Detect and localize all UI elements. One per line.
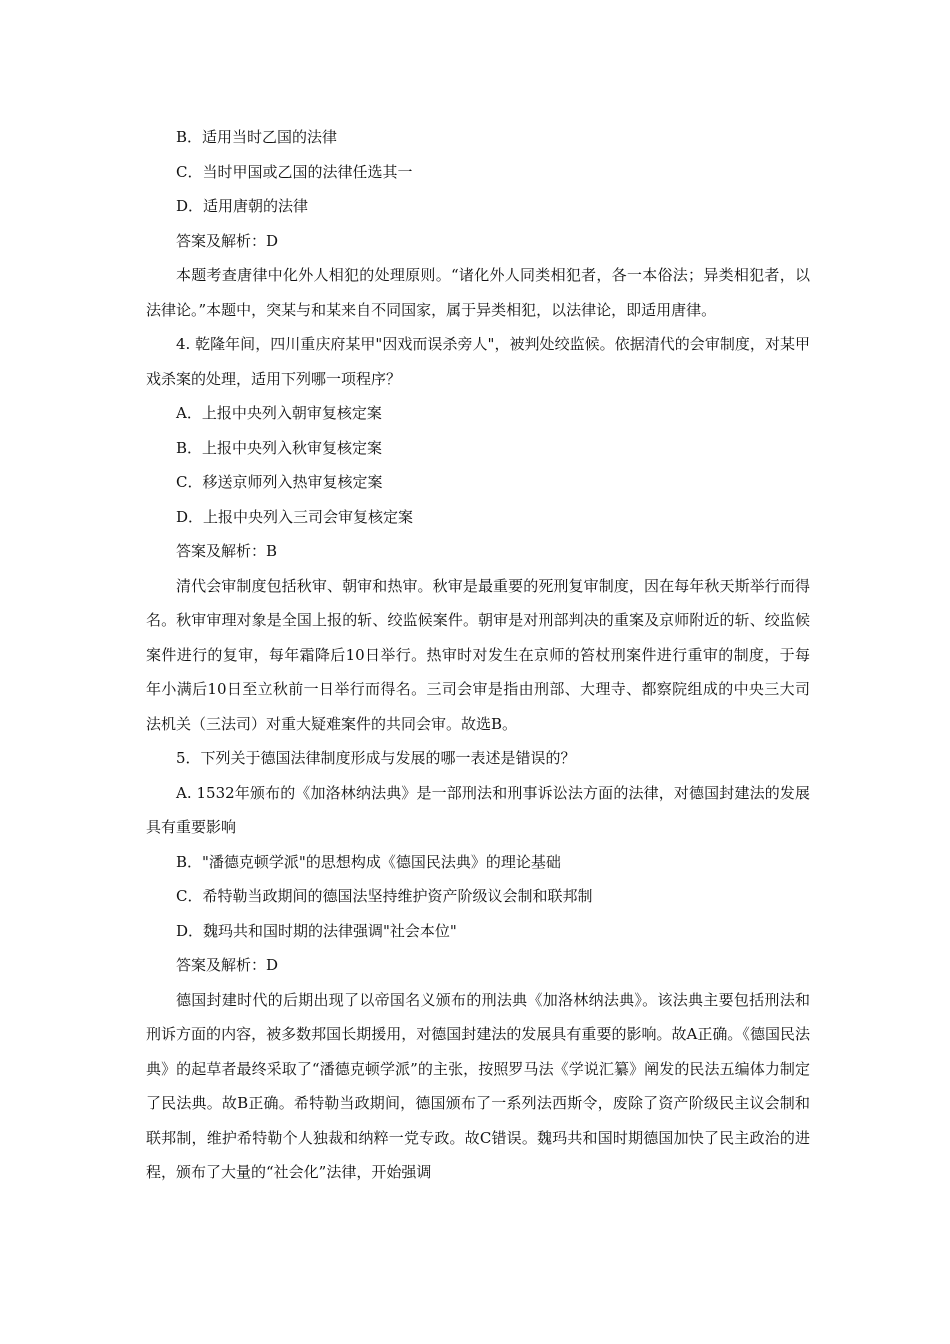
q3-answer: 答案及解析：D: [176, 231, 279, 250]
q5-question: 5．下列关于德国法律制度形成与发展的哪一表述是错误的？: [176, 749, 576, 767]
q5-option-a: A. 1532年颁布的《加洛林纳法典》是一部刑法和刑事诉讼法方面的法律，对德国封建法的发展具有重要影响: [146, 783, 810, 836]
q4-option-b: B．上报中央列入秋审复核定案: [176, 438, 383, 457]
q5-option-b: B．"潘德克顿学派"的思想构成《德国民法典》的理论基础: [176, 852, 561, 871]
q4-option-a: A．上报中央列入朝审复核定案: [176, 404, 382, 422]
q3-option-b: B．适用当时乙国的法律: [176, 128, 338, 146]
q5-option-c: C．希特勒当政期间的德国法坚持维护资产阶级议会制和联邦制: [176, 887, 593, 905]
document-body: [146, 120, 810, 1190]
q3-option-d: D．适用唐朝的法律: [176, 197, 309, 215]
q4-question: 4. 乾隆年间，四川重庆府某甲"因戏而误杀旁人"，被判处绞监候。依据清代的会审制度，对某甲戏杀案的处理，适用下列哪一项程序？: [146, 335, 810, 388]
q4-answer: 答案及解析：B: [176, 542, 278, 560]
q3-option-c: C．当时甲国或乙国的法律任选其一: [176, 162, 413, 181]
q5-explanation: 德国封建时代的后期出现了以帝国名义颁布的刑法典《加洛林纳法典》。该法典主要包括刑法和刑诉方面的内容，被多数邦国长期援用，对德国封建法的发展具有重要的影响。故A正确。《德国民法典》的起草者最终采取了“潘德克顿学派”的主张，按照罗马法《学说汇纂》阐发的民法五编体力制定了民法典。故B正确。希特勒当政期间，德国颁布了一系列法西斯令，废除了资产阶级民主议会制和联邦制，维护希特勒个人独裁和纳粹一党专政。故C错误。魏玛共和国时期德国加快了民主政治的进程，颁布了大量的“社会化”法律，开始强调: [146, 990, 810, 1181]
q4-option-d: D．上报中央列入三司会审复核定案: [176, 507, 414, 526]
q5-option-d: D．魏玛共和国时期的法律强调"社会本位": [176, 921, 457, 940]
q4-explanation: 清代会审制度包括秋审、朝审和热审。秋审是最重要的死刑复审制度，因在每年秋天斯举行而得名。秋审审理对象是全国上报的斩、绞监候案件。朝审是对刑部判决的重案及京师附近的斩、绞监候案件进行的复审，每年霜降后10日举行。热审时对发生在京师的笞杖刑案件进行重审的制度，于每年小满后10日至立秋前一日举行而得名。三司会审是指由刑部、大理寺、都察院组成的中央三大司法机关（三法司）对重大疑难案件的共同会审。故选B。: [146, 576, 810, 733]
q4-option-c: C．移送京师列入热审复核定案: [176, 473, 383, 491]
q3-explanation: 本题考查唐律中化外人相犯的处理原则。“诸化外人同类相犯者，各一本俗法；异类相犯者，以法律论。”本题中，突某与和某来自不同国家，属于异类相犯，以法律论，即适用唐律。: [146, 266, 810, 319]
q5-answer: 答案及解析：D: [176, 956, 279, 974]
